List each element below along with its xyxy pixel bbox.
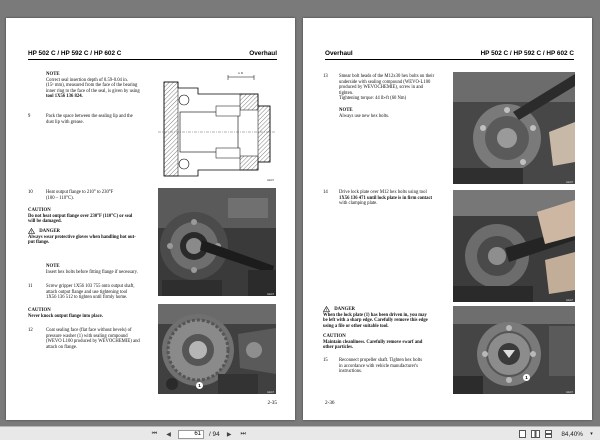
page-number-input[interactable] (178, 430, 204, 439)
note-block (46, 72, 156, 100)
step-line: Coat sealing face (flat face without bevels) of (46, 328, 132, 333)
step-line: in accordance with vehicle manufacturer's (339, 363, 418, 369)
step-number: 9 (28, 114, 31, 119)
figure-caption: HEAT (566, 299, 573, 302)
step-line: Drive lock plate over M12 hex bolts using tool (339, 190, 427, 195)
step-number: 13 (323, 74, 328, 79)
note-line: Always use new hex bolts. (339, 113, 390, 119)
danger-line: put flange. (28, 240, 50, 246)
step-line: Screw gripper 1X56 103 755 onto output shaft, (46, 284, 135, 289)
warning-triangle-icon (28, 228, 35, 234)
step-number: 15 (323, 358, 328, 363)
figure-caption: HEAT (566, 181, 573, 184)
caution-block (323, 334, 451, 351)
zoom-level[interactable]: 84,40% (561, 430, 583, 438)
caution-line: Maintain cleanliness. Carefully remove swarf and (323, 339, 423, 345)
pressure-washer-photo (158, 304, 276, 394)
header-section: Overhaul (249, 50, 277, 57)
step-line: produced by WEVOCHEMIE), screw in and (339, 85, 424, 91)
step-line: pressure washer (1) with sealing compound (46, 333, 128, 339)
bolt-tightening-photo (453, 72, 575, 184)
step-line: Heat output flange to 210° to 230°F (46, 190, 114, 195)
page-number: 2-35 (267, 400, 277, 406)
step-11-text (46, 284, 156, 301)
next-page-icon[interactable]: ▶ (226, 431, 232, 438)
page-total: / 94 (209, 430, 220, 438)
note-line: tool 1X56 136 824. (46, 94, 83, 100)
seal-cross-section-diagram (158, 72, 276, 182)
note-line: inner ring to the face of the seal, is given by using (46, 88, 140, 94)
step-number: 12 (28, 328, 33, 333)
danger-block (28, 228, 156, 246)
dimension-label: 1 5 (238, 72, 243, 75)
propeller-shaft-photo (453, 306, 575, 394)
caution-title: CAUTION (323, 334, 346, 339)
zoom-dropdown-icon[interactable]: ▾ (590, 431, 593, 437)
step-10-text (46, 190, 156, 201)
step-line: tighten. (339, 90, 354, 96)
step-line: Smear bolt heads of the M12x30 hex bolts on their (339, 74, 435, 79)
callout-label: 1 (196, 382, 203, 389)
danger-line: using a file or other suitable tool. (323, 323, 389, 329)
step-9-text (46, 114, 156, 125)
svg-text:!: ! (30, 230, 33, 234)
figure-caption: HEAT (267, 179, 274, 182)
note-line: (15¹ mm), measured from the face of the bearing (46, 83, 138, 89)
note-title: NOTE (46, 264, 60, 269)
scroll-view-icon[interactable] (544, 430, 553, 439)
warning-triangle-icon (323, 306, 330, 312)
page-left (6, 18, 295, 420)
header-title: HP 502 C / HP 592 C / HP 602 C (480, 50, 574, 57)
caution-line: other particles. (323, 345, 354, 351)
header-section: Overhaul (325, 50, 353, 57)
step-13-text (339, 74, 451, 102)
step-number: 11 (28, 284, 33, 289)
two-page-view-icon[interactable] (531, 430, 540, 439)
figure-caption: HEAT (267, 391, 274, 394)
step-line: dust lip with grease. (46, 119, 84, 125)
view-tools (518, 429, 596, 439)
danger-title: DANGER (334, 307, 355, 313)
callout-label: 1 (523, 374, 530, 381)
note-line: Correct seal insertion depth of 0.59-0.04 in. (46, 77, 128, 83)
danger-title: DANGER (39, 229, 60, 235)
step-line: with clamping plate. (339, 201, 378, 207)
caution-line: Do not heat output flange over 230°F (110°C) or seal (28, 213, 133, 219)
step-12-text (46, 328, 156, 350)
step-line: underside with sealing compound (WEVO-L100 (339, 79, 431, 85)
note-title: NOTE (46, 72, 60, 77)
last-page-icon[interactable]: ⏭ (240, 430, 246, 437)
step-line: Tightening torque: 44 lb-ft (60 Nm) (339, 96, 407, 102)
figure-caption: HEAT (267, 293, 274, 296)
caution-block (28, 208, 156, 225)
step-15-text (339, 358, 451, 375)
caution-line: will be damaged. (28, 219, 62, 225)
note-title: NOTE (339, 108, 353, 113)
note-line: Insert hex bolts before fitting flange if necessary. (46, 269, 138, 275)
previous-page-icon[interactable]: ◀ (166, 431, 171, 438)
note-block (339, 108, 451, 119)
page-navigation (150, 429, 248, 439)
page-number: 2-36 (325, 400, 335, 406)
note-block (46, 264, 156, 275)
caution-line: Never knock output flange into place. (28, 313, 103, 319)
page-header (28, 50, 277, 60)
header-title: HP 502 C / HP 592 C / HP 602 C (28, 50, 122, 57)
viewer-statusbar (0, 426, 600, 440)
caution-title: CAUTION (28, 308, 51, 313)
step-14-text (339, 190, 451, 207)
step-line: Pack the space between the sealing lip and the (46, 114, 133, 119)
caution-block (28, 308, 156, 319)
caution-title: CAUTION (28, 208, 51, 213)
output-flange-photo (158, 188, 276, 296)
page-header (325, 50, 574, 60)
danger-line: When the lock plate (1) has been driven in, you may (323, 312, 427, 318)
step-line: attach output flange and use tightening tool (46, 289, 128, 295)
danger-block (323, 306, 451, 329)
step-line: Reconnect propeller shaft. Tighten hex bolts (339, 358, 423, 363)
figure-caption: HEAT (566, 391, 573, 394)
svg-text:!: ! (325, 308, 328, 312)
danger-line: Always wear protective gloves when handling hot out- (28, 234, 136, 240)
first-page-icon[interactable]: ⏮ (151, 430, 158, 437)
step-number: 14 (323, 190, 328, 195)
step-line: 1X56 136 471 until lock plate is in firm contact (339, 195, 433, 201)
step-line: instructions. (339, 369, 363, 375)
danger-line: be left with a sharp edge. Carefully remove this edge (323, 318, 428, 324)
page-right (303, 18, 592, 420)
step-line: (100 – 110°C). (46, 195, 74, 201)
lock-plate-photo (453, 190, 575, 302)
step-line: attach on flange. (46, 344, 78, 350)
single-page-view-icon[interactable] (518, 430, 527, 439)
step-number: 10 (28, 190, 33, 195)
step-line: (WEVO L100 produced by WEVOCHEMIE) and (46, 339, 140, 345)
step-line: 1X56 136 512 to tighten until firmly home. (46, 295, 128, 301)
